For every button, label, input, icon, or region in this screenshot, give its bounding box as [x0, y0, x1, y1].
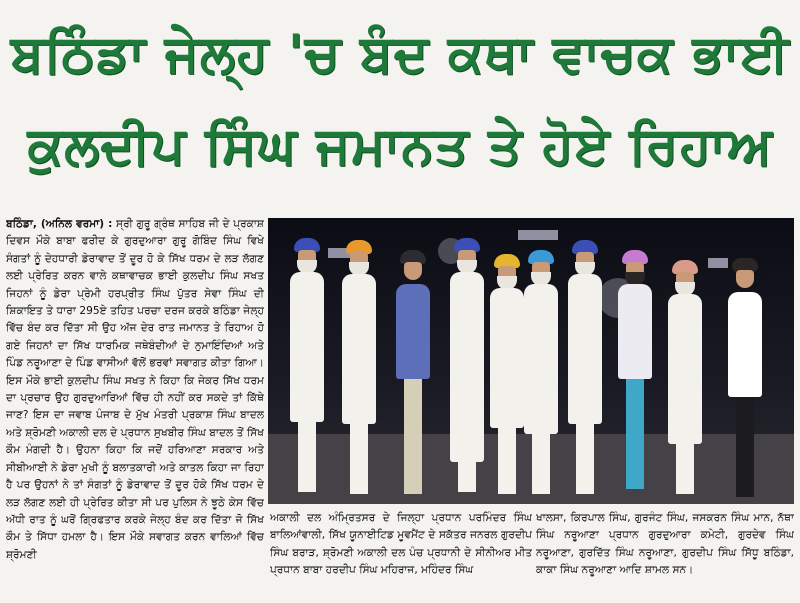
article-body-right: ਖਾਲਸਾ, ਕਿਰਪਾਲ ਸਿੰਘ, ਗੁਰਜੰਟ ਸਿੰਘ, ਜਸਕਰਨ ਸਿੰਘ ਮਾਨ, ਨੱਥਾ ਸਿੰਘ ਨਰੂਆਣਾ ਪ੍ਰਧਾਨ ਗੁਰਦੁਆਰਾ ਕਮੇਟੀ, ਗੁਰਦੇਵ ਸਿੰਘ ਨਰੂਆਣਾ, ਗੁਰਦਿੱਤ ਸਿੰਘ ਨਰੂਆਣਾ, ਗੁਰਦੀਪ ਸਿੰਘ ਸਿੱਧੂ ਬਠਿੰਡਾ, ਕਾਕਾ ਸਿੰਘ ਨਰੂਆਣਾ ਆਦਿ ਸ਼ਾਮਲ ਸਨ।: [536, 512, 794, 577]
dateline: ਬਠਿੰਡਾ, (ਅਨਿਲ ਵਰਮਾ) :: [6, 218, 113, 230]
article-column-middle: [270, 510, 532, 602]
article-body-middle: ਅਕਾਲੀ ਦਲ ਅੰਮ੍ਰਿਤਸਰ ਦੇ ਜਿਲ੍ਹਾ ਪ੍ਰਧਾਨ ਪਰਮਿੰਦਰ ਸਿੰਘ ਬਾਲਿਆਂਵਾਲੀ, ਸਿੱਖ ਯੂਨਾਈਟਿਡ ਮੂਵਮੈਂਟ ਦੇ ਸਕੱਤਰ ਜਨਰਲ ਗੁਰਦੀਪ ਸਿੰਘ ਬਰਾੜ, ਸ਼੍ਰੋਮਣੀ ਅਕਾਲੀ ਦਲ ਪੰਚ ਪ੍ਰਧਾਨੀ ਦੇ ਸੀਨੀਅਰ ਮੀਤ ਪ੍ਰਧਾਨ ਬਾਬਾ ਹਰਦੀਪ ਸਿੰਘ ਮਹਿਰਾਜ, ਮਹਿੰਦਰ ਸਿੰਘ: [270, 512, 532, 577]
group-photo: [268, 218, 794, 504]
headline-line-2: ਕੁਲਦੀਪ ਸਿੰਘ ਜਮਾਨਤ ਤੇ ਹੋਏ ਰਿਹਾਅ: [27, 116, 773, 176]
article-body-left: ਸ੍ਰੀ ਗੁਰੂ ਗ੍ਰੰਥ ਸਾਹਿਬ ਜੀ ਦੇ ਪ੍ਰਕਾਸ਼ ਦਿਵਸ ਮੌਕੇ ਬਾਬਾ ਫਰੀਦ ਕੇ ਗੁਰਦੁਆਰਾ ਗੁਰੂ ਗੋਬਿੰਦ ਸਿੰਘ ਵਿਖੇ ਸੰਗਤਾਂ ਨੂੰ ਦੇਹਧਾਰੀ ਡੇਰਾਵਾਦ ਤੋਂ ਦੂਰ ਹੋ ਕੇ ਸਿੱਖ ਧਰਮ ਦੇ ਲੜ ਲੱਗਣ ਲਈ ਪ੍ਰੇਰਿਤ ਕਰਨ ਵਾਲੇ ਕਥਾਵਾਚਕ ਭਾਈ ਕੁਲਦੀਪ ਸਿੰਘ ਸਖਤ ਜਿਹਨਾਂ ਨੂੰ ਡੇਰਾ ਪ੍ਰੇਮੀ ਹਰਪ੍ਰੀਤ ਸਿੰਘ ਪੁੱਤਰ ਸੇਵਾ ਸਿੰਘ ਦੀ ਸ਼ਿਕਾਇਤ ਤੇ ਧਾਰਾ 295ਏ ਤਹਿਤ ਪਰਚਾ ਦਰਜ ਕਰਕੇ ਬਠਿੰਡਾ ਜੇਲ੍ਹ ਵਿੱਚ ਬੰਦ ਕਰ ਦਿੱਤਾ ਸੀ ਉਹ ਅੱਜ ਦੇਰ ਰਾਤ ਜਮਾਨਤ ਤੇ ਰਿਹਾਅ ਹੋ ਗਏ ਜਿਹਨਾਂ ਦਾ ਸਿੱਖ ਧਾਰਮਿਕ ਜਥੇਬੰਦੀਆਂ ਦੇ ਨੁਮਾਇੰਦਿਆਂ ਅਤੇ ਪਿੰਡ ਨਰੂਆਣਾ ਦੇ ਪਿੰਡ ਵਾਸੀਆਂ ਵੱਲੋਂ ਭਰਵਾਂ ਸਵਾਗਤ ਕੀਤਾ ਗਿਆ। ਇਸ ਮੌਕੇ ਭਾਈ ਕੁਲਦੀਪ ਸਿੰਘ ਸਖਤ ਨੇ ਕਿਹਾ ਕਿ ਜੇਕਰ ਸਿੱਖ ਧਰਮ ਦਾ ਪ੍ਰਚਾਰ ਉਹ ਗੁਰਦੁਆਰਿਆਂ ਵਿੱਚ ਹੀ ਨਹੀਂ ਕਰ ਸਕਦੇ ਤਾਂ ਕਿੱਥੇ ਜਾਣ? ਇਸ ਦਾ ਜਵਾਬ ਪੰਜਾਬ ਦੇ ਮੁੱਖ ਮੰਤਰੀ ਪ੍ਰਕਾਸ਼ ਸਿੰਘ ਬਾਦਲ ਅਤੇ ਸ਼੍ਰੋਮਣੀ ਅਕਾਲੀ ਦਲ ਦੇ ਪ੍ਰਧਾਨ ਸੁਖਬੀਰ ਸਿੰਘ ਬਾਦਲ ਤੋਂ ਸਿੱਖ ਕੌਮ ਮੰਗਦੀ ਹੈ। ਉਹਨਾ ਕਿਹਾ ਕਿ ਜਦੋਂ ਹਰਿਆਣਾ ਸਰਕਾਰ ਅਤੇ ਸੀਬੀਆਈ ਨੇ ਡੇਰਾ ਮੁਖੀ ਨੂੰ ਬਲਾਤਕਾਰੀ ਅਤੇ ਕਾਤਲ ਕਿਹਾ ਜਾ ਰਿਹਾ ਹੈ ਪਰ ਉਹਨਾਂ ਨੇ ਤਾਂ ਸੰਗਤਾਂ ਨੂੰ ਡੇਰਾਵਾਦ ਤੋਂ ਦੂਰ ਹੋਕੇ ਸਿੱਖ ਧਰਮ ਦੇ ਲੜ ਲੱਗਣ ਲਈ ਹੀ ਪ੍ਰੇਰਿਤ ਕੀਤਾ ਸੀ ਪਰ ਪੁਲਿਸ ਨੇ ਝੂਠੇ ਕੇਸ ਵਿੱਚ ਅੱਧੀ ਰਾਤ ਨੂੰ ਘਰੋਂ ਗ੍ਰਿਫਤਾਰ ਕਰਕੇ ਜੇਲ੍ਹ ਬੰਦ ਕਰ ਦਿੱਤਾ ਜੋ ਸਿੱਖ ਕੌਮ ਤੇ ਸਿੱਧਾ ਹਮਲਾ ਹੈ। ਇਸ ਮੌਕੇ ਸਵਾਗਤ ਕਰਨ ਵਾਲਿਆਂ ਵਿੱਚ ਸ਼੍ਰੋਮਣੀ: [6, 218, 264, 561]
article-column-right: [536, 510, 794, 602]
headline-line-1: ਬਠਿੰਡਾ ਜੇਲ੍ਹ 'ਚ ਬੰਦ ਕਥਾ ਵਾਚਕ ਭਾਈ: [10, 24, 790, 84]
article-column-left: [6, 216, 264, 600]
